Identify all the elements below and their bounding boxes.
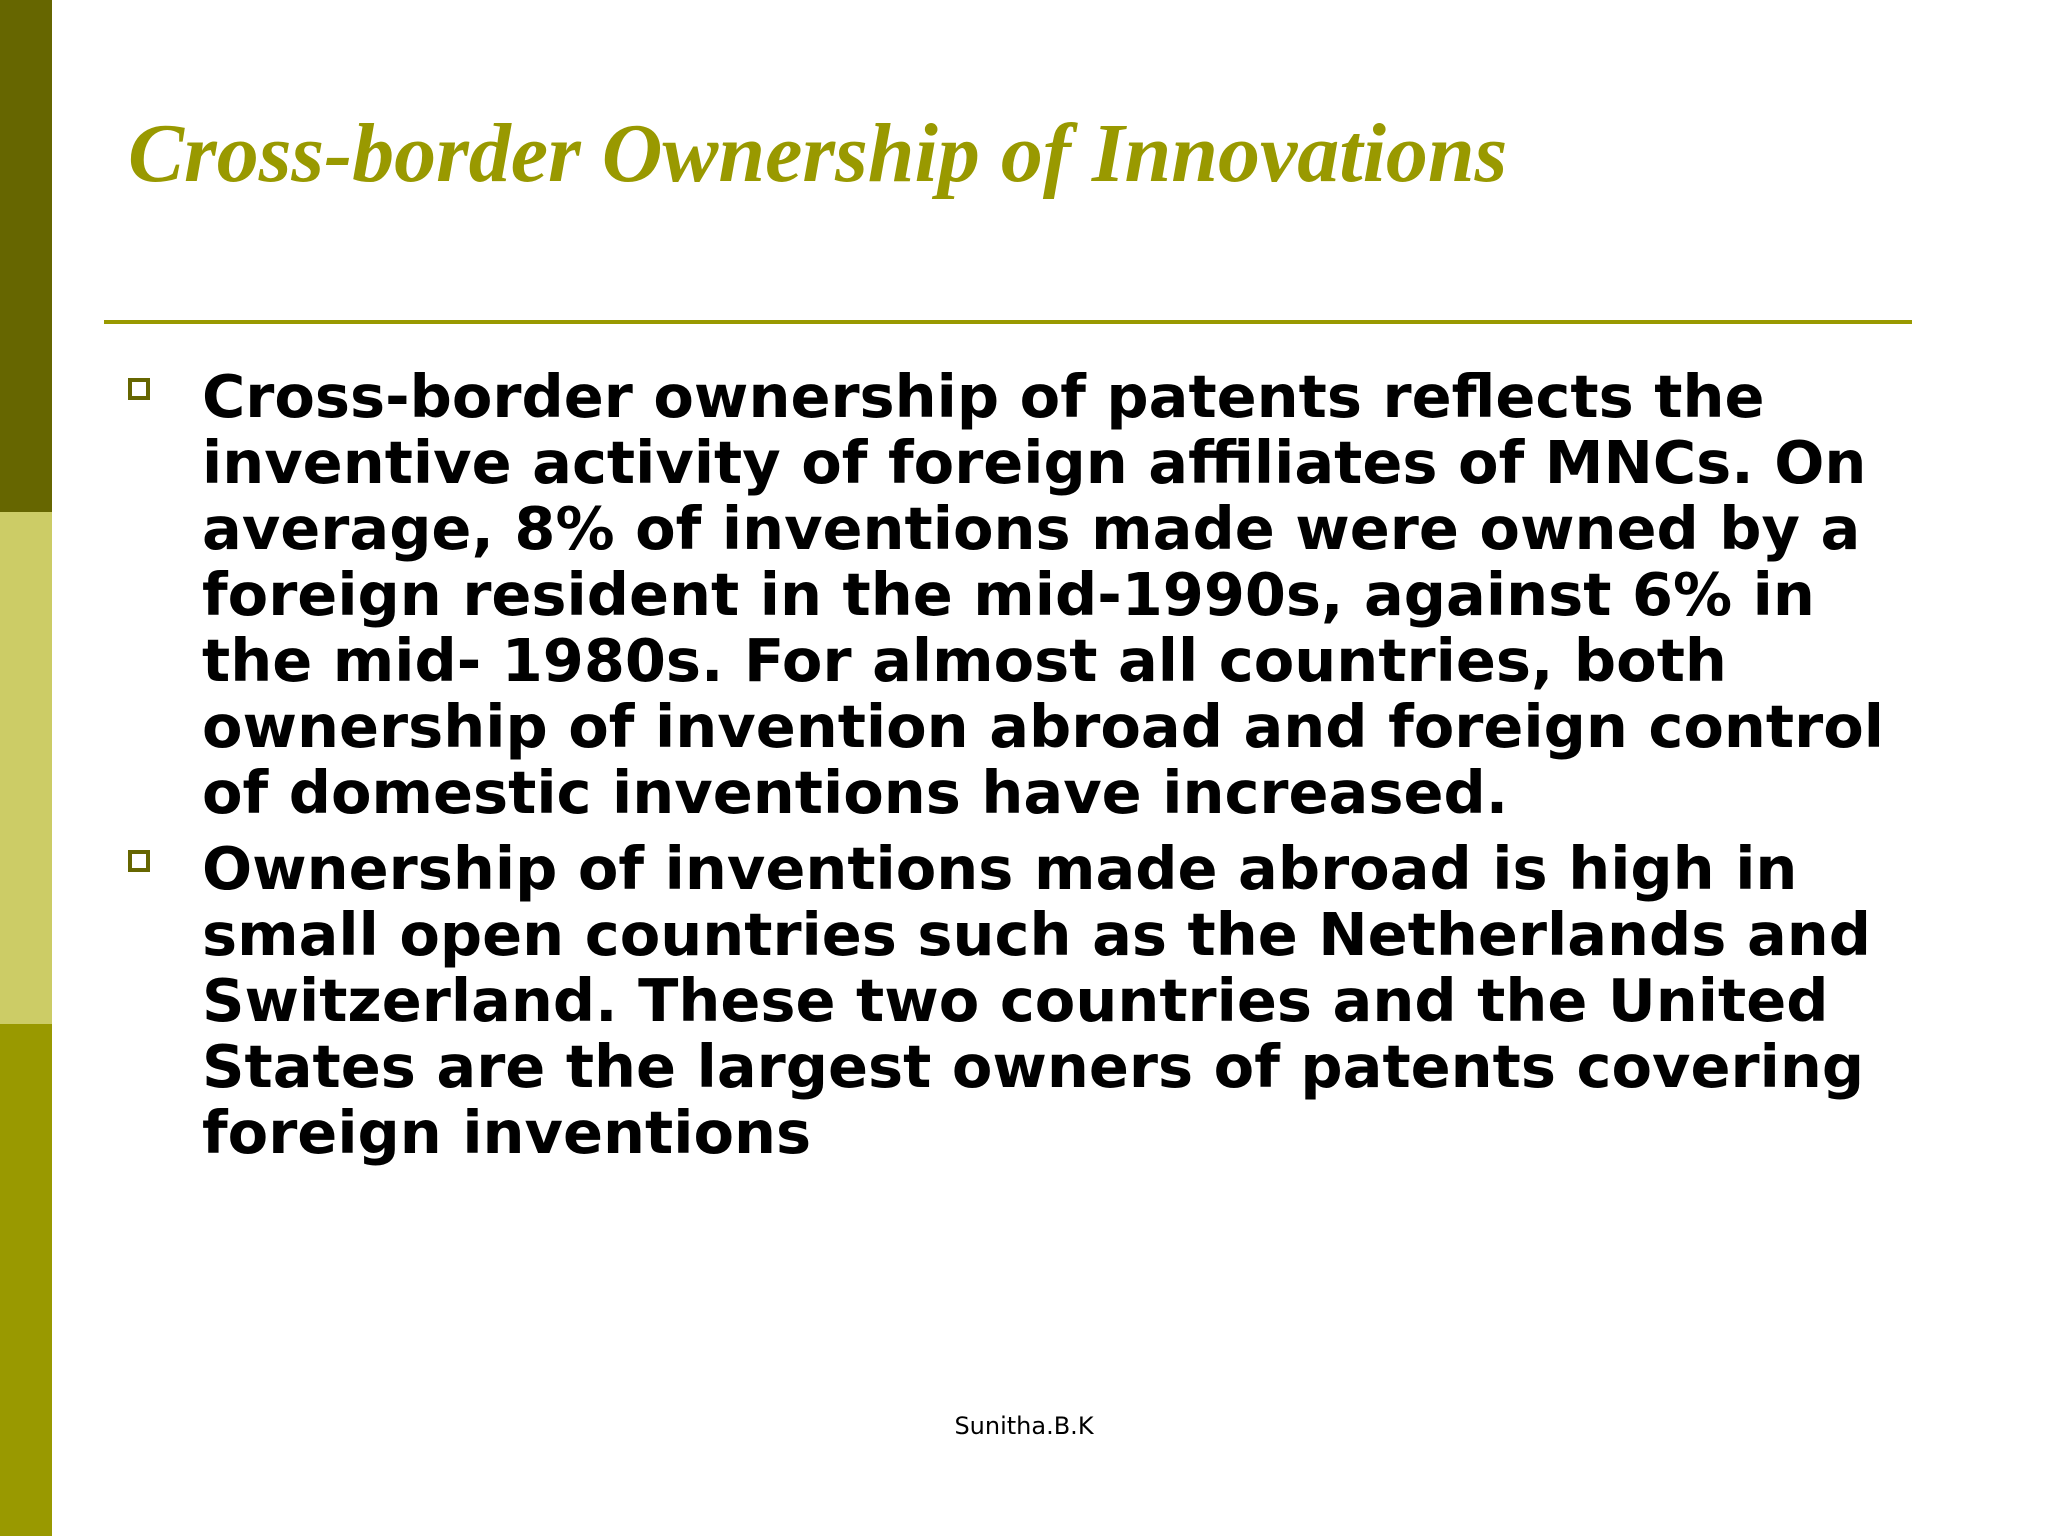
side-bar-middle [0, 512, 52, 1024]
title-divider [104, 320, 1912, 324]
slide-footer: Sunitha.B.K [954, 1412, 1094, 1440]
side-bar-bottom [0, 1024, 52, 1536]
bullet-text: Cross-border ownership of patents reflects the inventive activity of foreign affiliates of MNCs. On average, 8% of inventions made were owned by a foreign resident in the mid-1990s, against 6% in the mid- 1980s. For almost all countries, both ownership of invention abroad and foreign control of domestic inventions have increased. [202, 362, 1884, 827]
square-bullet-icon [128, 378, 150, 400]
side-bar-top [0, 0, 52, 512]
bullet-text: Ownership of inventions made abroad is high in small open countries such as the Netherlands and Switzerland. These two countries and the United States are the largest owners of patents covering foreign inventions [202, 834, 1871, 1167]
bullet-item [128, 364, 1928, 826]
slide-title: Cross-border Ownership of Innovations [128, 107, 1508, 200]
bullet-item [128, 836, 1928, 1166]
bullet-list [128, 364, 1928, 1176]
square-bullet-icon [128, 850, 150, 872]
